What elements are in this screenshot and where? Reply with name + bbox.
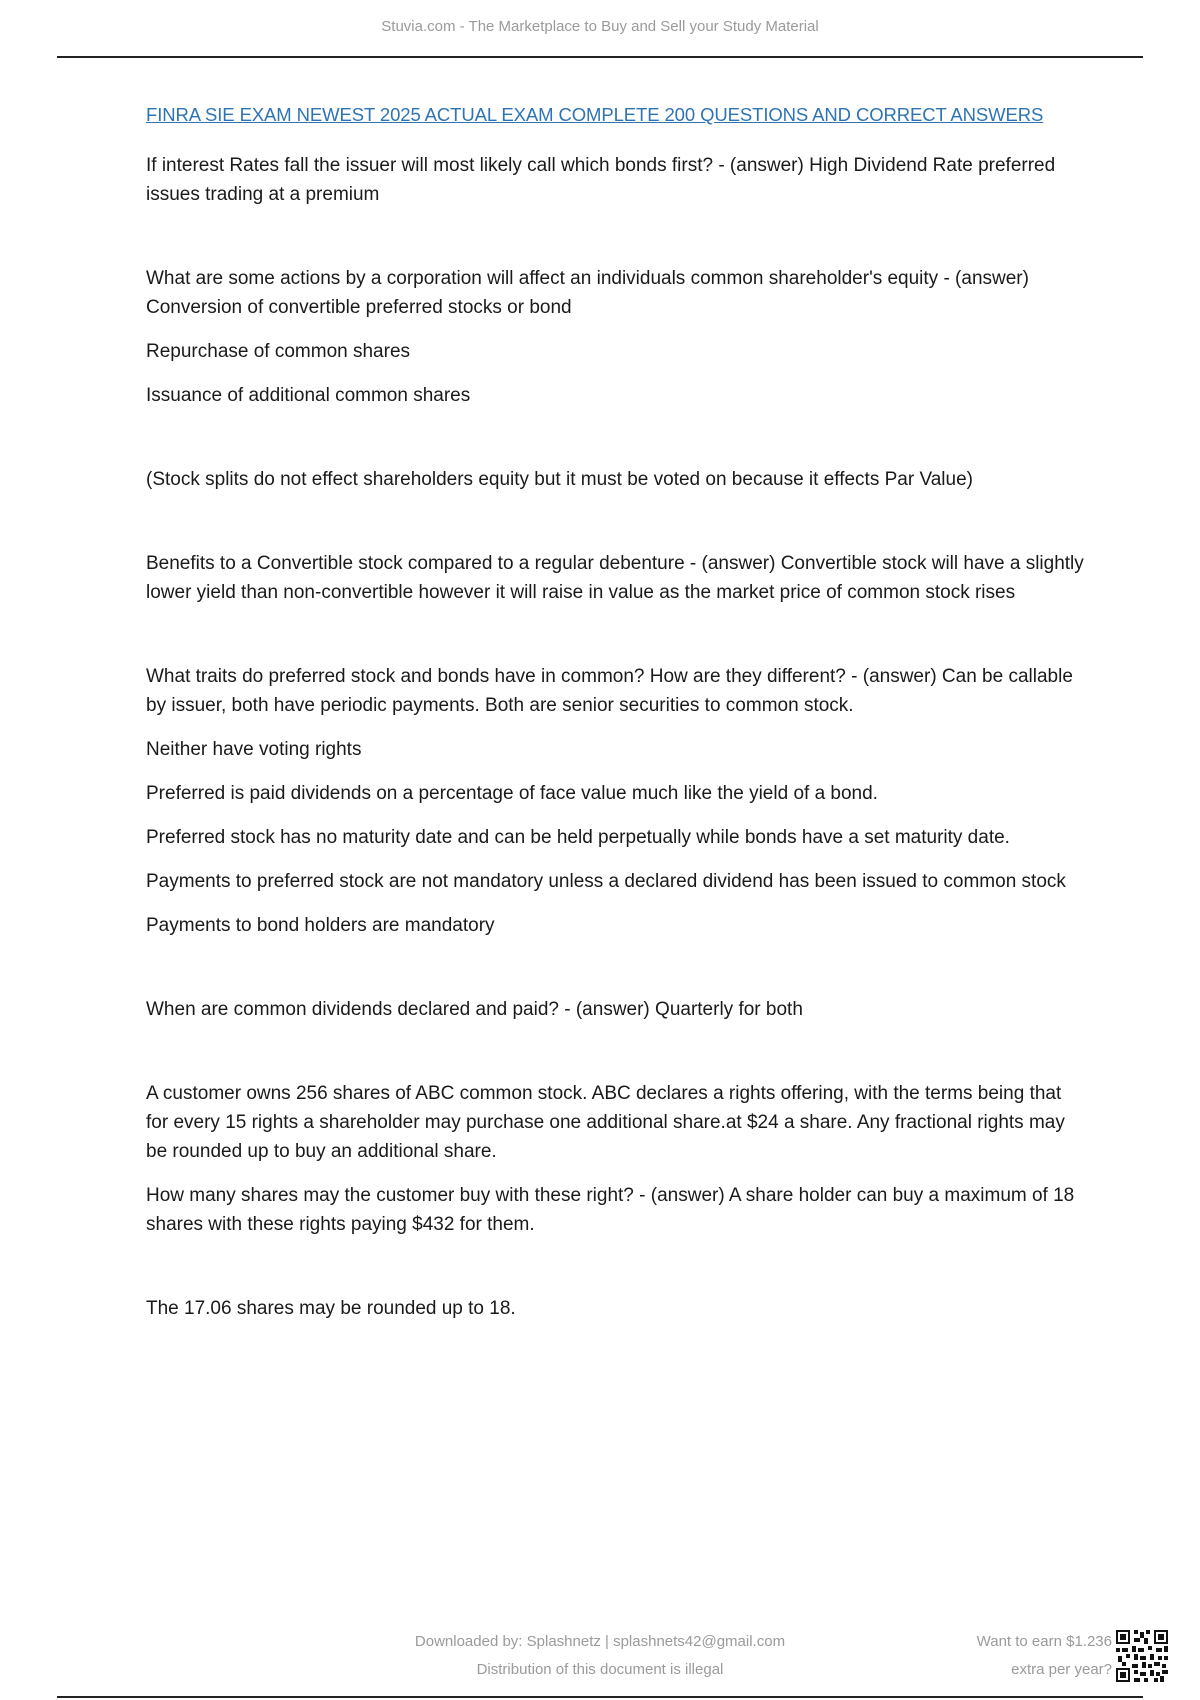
earn-promo-line1: Want to earn $1.236 <box>976 1633 1112 1650</box>
answer-item-dividends: Preferred is paid dividends on a percentage of face value much like the yield of a bond. <box>146 783 878 804</box>
answer-item-voting: Neither have voting rights <box>146 739 362 760</box>
question-rights-offering: A customer owns 256 shares of ABC common stock. ABC declares a rights offering, with the terms being that for every 15 rights a shareholder may purchase one additional share.at $24 a share. Any fractional rights may be rounded up to buy an additional share. <box>146 1083 1065 1162</box>
question-convertible-stock: Benefits to a Convertible stock compared to a regular debenture - (answer) Convertible stock will have a slightly lower yield than non-convertible however it will raise in value as the market price of common stock rises <box>146 553 1084 603</box>
footer-download-info <box>300 1628 900 1684</box>
header-divider <box>57 56 1143 58</box>
distribution-notice: Distribution of this document is illegal <box>476 1661 724 1678</box>
question-shareholder-equity: What are some actions by a corporation will affect an individuals common shareholder's equity - (answer) Conversion of convertible preferred stocks or bond <box>146 268 1029 318</box>
question-call-bonds: If interest Rates fall the issuer will most likely call which bonds first? - (answer) High Dividend Rate preferred issues trading at a premium <box>146 155 1056 205</box>
answer-item-issuance: Issuance of additional common shares <box>146 385 471 406</box>
answer-item-preferred-payments: Payments to preferred stock are not mandatory unless a declared dividend has been issued to common stock <box>146 871 1066 892</box>
site-header: Stuvia.com - The Marketplace to Buy and Sell your Study Material <box>381 18 819 35</box>
answer-item-repurchase: Repurchase of common shares <box>146 341 411 362</box>
document-body <box>146 100 1086 1323</box>
footer-earn-promo[interactable] <box>912 1628 1112 1684</box>
downloaded-by-text: Downloaded by: Splashnetz | splashnets42@gmail.com <box>414 1633 786 1650</box>
qr-code-icon[interactable] <box>1116 1630 1168 1682</box>
document-title-link[interactable]: FINRA SIE EXAM NEWEST 2025 ACTUAL EXAM COMPLETE 200 QUESTIONS AND CORRECT ANSWERS <box>146 104 1044 125</box>
note-stock-splits: (Stock splits do not effect shareholders equity but it must be voted on because it effects Par Value) <box>146 469 973 490</box>
answer-item-bond-payments: Payments to bond holders are mandatory <box>146 915 495 936</box>
footer-divider <box>57 1696 1143 1698</box>
question-common-dividends: When are common dividends declared and paid? - (answer) Quarterly for both <box>146 999 803 1020</box>
question-preferred-vs-bonds: What traits do preferred stock and bonds have in common? How are they different? - (answer) Can be callable by issuer, both have periodic payments. Both are senior securities to common stock. <box>146 666 1073 716</box>
question-rights-shares: How many shares may the customer buy with these right? - (answer) A share holder can buy a maximum of 18 shares with these rights paying $432 for them. <box>146 1185 1075 1235</box>
note-rounding: The 17.06 shares may be rounded up to 18. <box>146 1298 516 1319</box>
earn-promo-line2: extra per year? <box>1011 1661 1112 1678</box>
answer-item-maturity: Preferred stock has no maturity date and can be held perpetually while bonds have a set maturity date. <box>146 827 1010 848</box>
